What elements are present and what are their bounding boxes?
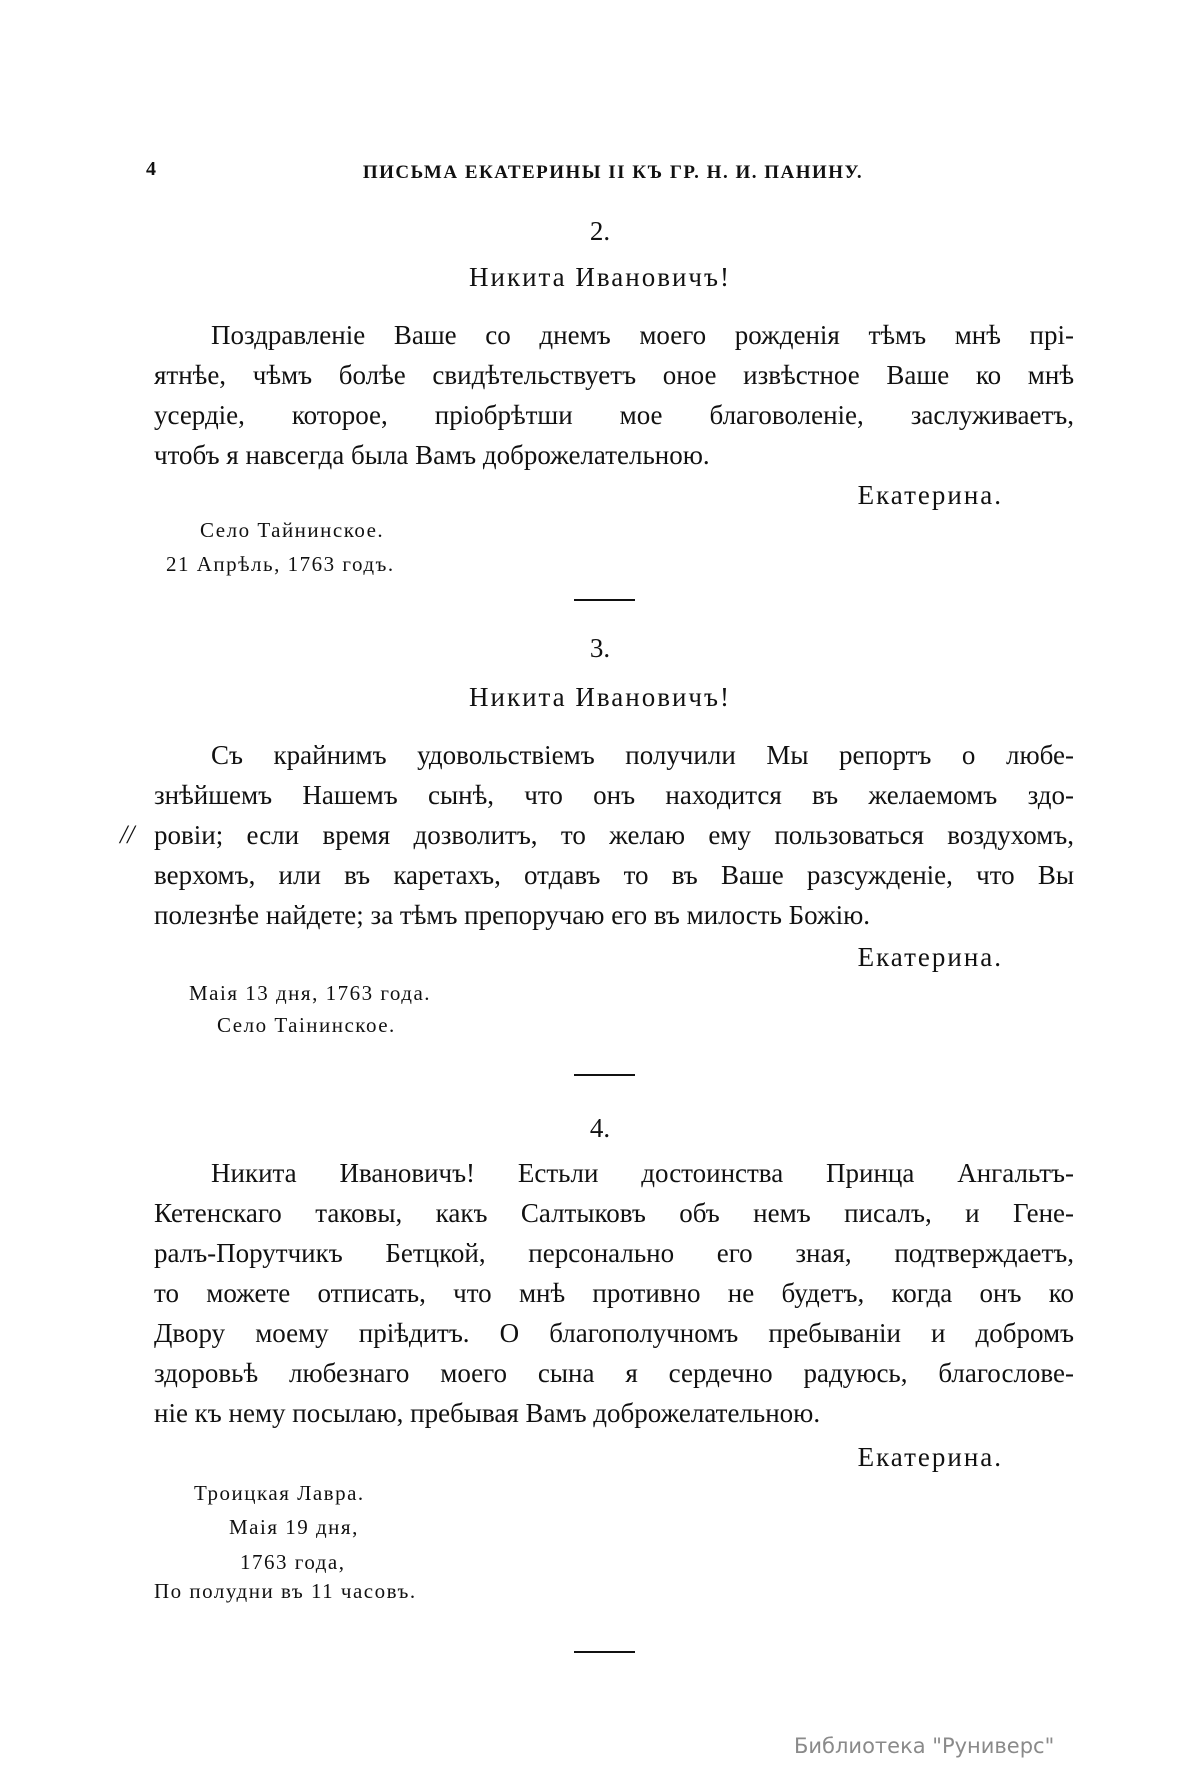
text-line: чтобъ я навсегда была Вамъ доброжелательною.	[154, 440, 710, 470]
place-date-line: 1763 года,	[240, 1550, 346, 1574]
section-divider	[574, 599, 635, 601]
text-line: Двору моему пріѣдитъ. О благополучномъ пребываніи и добромъ	[154, 1318, 1074, 1348]
section-divider	[574, 1074, 635, 1076]
place-date-line: 21 Апрѣль, 1763 годъ.	[166, 552, 395, 576]
signature: Екатерина.	[857, 942, 1003, 972]
place-date-line: Троицкая Лавра.	[194, 1481, 365, 1505]
text-line: ятнѣе, чѣмъ болѣе свидѣтельствуетъ оное извѣстное Ваше ко мнѣ	[154, 360, 1074, 390]
section-divider	[574, 1651, 635, 1653]
running-header: ПИСЬМА ЕКАТЕРИНЫ II КЪ ГР. Н. И. ПАНИНУ.	[362, 162, 864, 183]
place-date-line: По полудни въ 11 часовъ.	[154, 1579, 417, 1603]
text-line: то можете отписать, что мнѣ противно не будетъ, когда онъ ко	[154, 1278, 1074, 1308]
place-date-line: Маія 19 дня,	[229, 1515, 359, 1539]
library-watermark: Библиотека "Руниверс"	[794, 1734, 1055, 1758]
letter-number: 2.	[589, 216, 611, 246]
signature: Екатерина.	[857, 480, 1003, 510]
text-line: усердіе, которое, пріобрѣтши мое благоволеніе, заслуживаетъ,	[154, 400, 1074, 430]
place-date-line: Село Таінинское.	[217, 1013, 396, 1037]
letter-number: 3.	[589, 633, 611, 663]
text-line: ровіи; если время дозволитъ, то желаю ему пользоваться воздухомъ,	[154, 820, 1074, 850]
signature: Екатерина.	[857, 1442, 1003, 1472]
text-line: ніе къ нему посылаю, пребывая Вамъ доброжелательною.	[154, 1398, 821, 1428]
text-line: Кетенскаго таковы, какъ Салтыковъ объ немъ писалъ, и Гене-	[154, 1198, 1074, 1228]
page-mark: 4	[146, 158, 156, 180]
letter-number: 4.	[589, 1113, 611, 1143]
salutation: Никита Ивановичъ!	[469, 262, 731, 292]
text-line: здоровьѣ любезнаго моего сына я сердечно радуюсь, благослове-	[154, 1358, 1074, 1388]
place-date-line: Село Тайнинское.	[200, 518, 385, 542]
text-line: Съ крайнимъ удовольствіемъ получили Мы репортъ о любе-	[211, 740, 1074, 770]
text-line: Никита Ивановичъ! Естьли достоинства Принца Ангальтъ-	[211, 1158, 1074, 1188]
place-date-line: Маія 13 дня, 1763 года.	[189, 981, 432, 1005]
text-line: полезнѣе найдете; за тѣмъ препоручаю его въ милость Божію.	[154, 900, 871, 930]
margin-mark: //	[120, 820, 135, 849]
text-line: знѣйшемъ Нашемъ сынѣ, что онъ находится въ желаемомъ здо-	[154, 780, 1074, 810]
text-line: ралъ-Порутчикъ Бетцкой, персонально его зная, подтверждаетъ,	[154, 1238, 1074, 1268]
text-line: верхомъ, или въ каретахъ, отдавъ то въ Ваше разсужденіе, что Вы	[154, 860, 1074, 890]
salutation: Никита Ивановичъ!	[469, 682, 731, 712]
text-line: Поздравленіе Ваше со днемъ моего рожденія тѣмъ мнѣ прі-	[211, 320, 1074, 350]
